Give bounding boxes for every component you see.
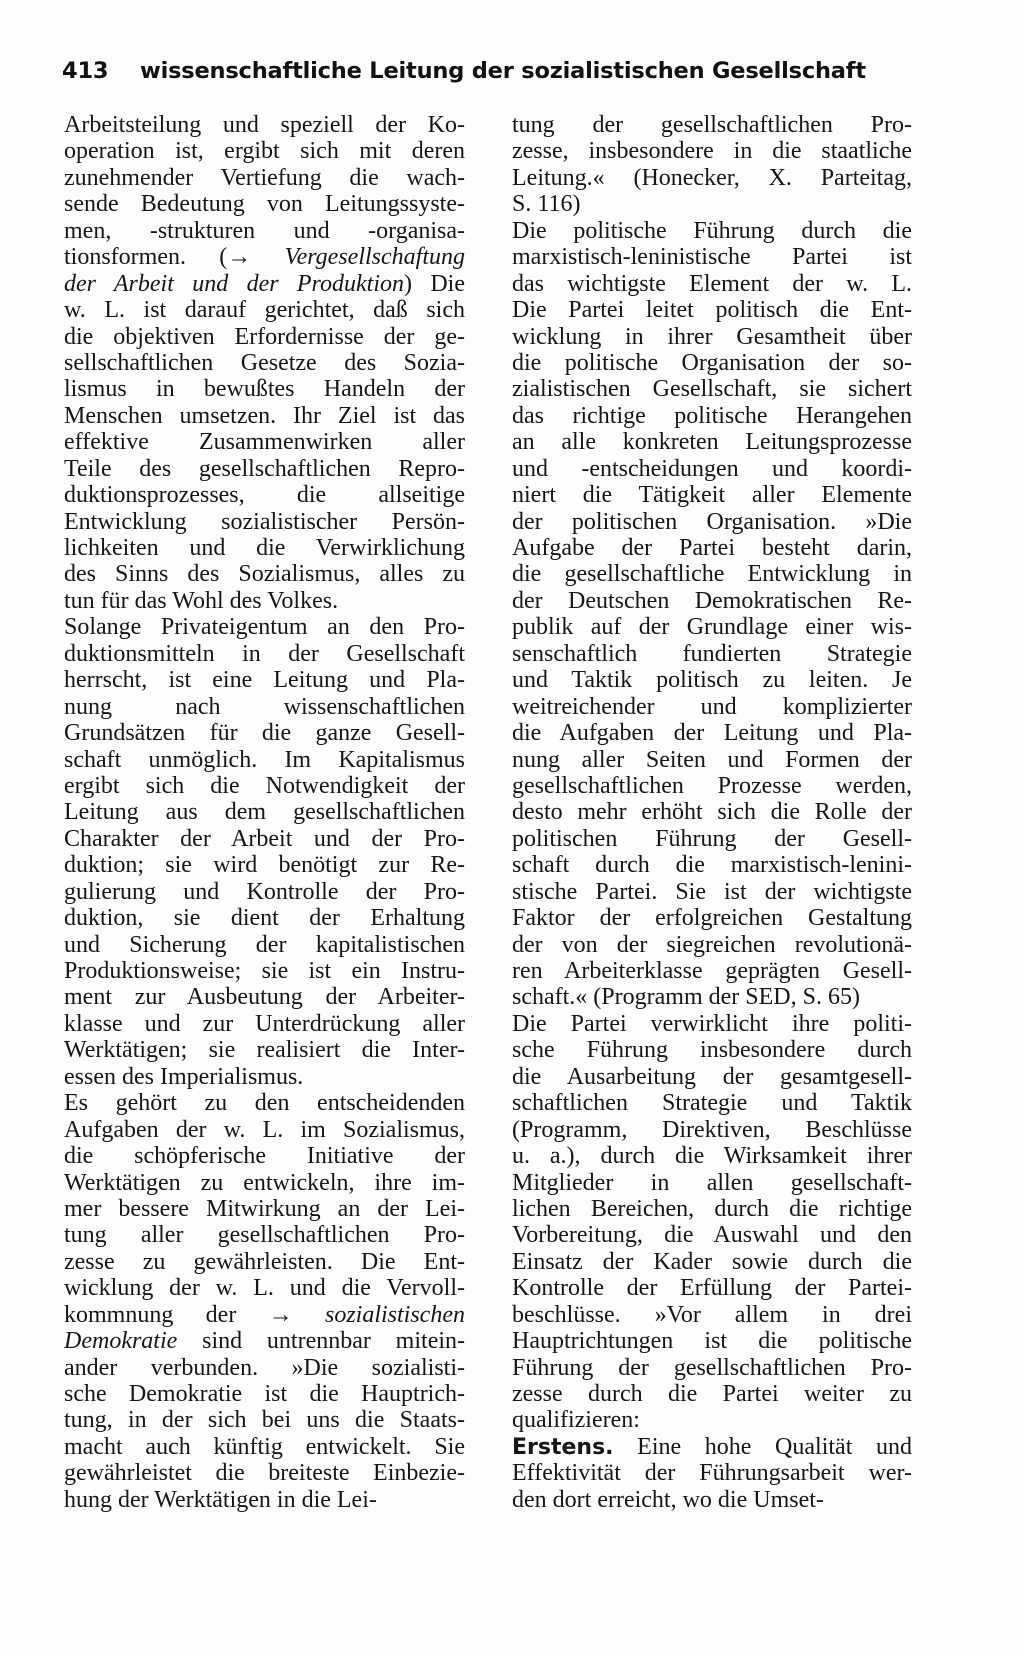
left-text-line: Grundsätzen für die ganze Gesell- [64, 720, 465, 747]
left-text-line: tionsformen. (→ Vergesellschaftung [64, 244, 465, 271]
left-text-line: Arbeitsteilung und speziell der Ko- [64, 112, 465, 138]
left-text-line: Es gehört zu den entscheidenden [64, 1090, 465, 1117]
right-text-line: stische Partei. Sie ist der wichtigste [512, 878, 912, 905]
left-text-line: effektive Zusammenwirken aller [64, 429, 465, 456]
left-text-line: men, -strukturen und -organisa- [64, 217, 465, 244]
left-text-line: Demokratie sind untrennbar mitein- [64, 1328, 465, 1355]
right-text-line: Leitung.« (Honecker, X. Parteitag, [512, 164, 912, 191]
left-text-line: w. L. ist darauf gerichtet, daß sich [64, 297, 465, 324]
left-text-line: lichkeiten und die Verwirklichung [64, 535, 465, 561]
right-text-line: u. a.), durch die Wirksamkeit ihrer [512, 1143, 912, 1170]
right-text-line: ren Arbeiterklasse geprägten Gesell- [512, 958, 912, 984]
right-text-line: zesse, insbesondere in die staatliche [512, 138, 912, 165]
right-text-line: Vorbereitung, die Auswahl und den [512, 1222, 912, 1249]
right-text-line: qualifizieren: [512, 1407, 640, 1434]
right-text-line: tung der gesellschaftlichen Pro- [512, 112, 912, 138]
right-text-line: publik auf der Grundlage einer wis- [512, 614, 912, 641]
left-text-line: Teile des gesellschaftlichen Repro- [64, 455, 465, 482]
right-text-line: lichen Bereichen, durch die richtige [512, 1195, 912, 1222]
left-text-line: herrscht, ist eine Leitung und Pla- [64, 667, 465, 694]
right-text-line: Kontrolle der Erfüllung der Partei- [512, 1275, 912, 1302]
page-number: 413 [62, 58, 109, 84]
left-text-line: operation ist, ergibt sich mit deren [64, 138, 465, 165]
right-text-line: gesellschaftlichen Prozesse werden, [512, 772, 912, 799]
left-text-line: wicklung der w. L. und die Vervoll- [64, 1275, 465, 1302]
italic-cross-reference: der Arbeit und der Produktion [64, 270, 404, 297]
right-text-line: die Aufgaben der Leitung und Pla- [512, 720, 912, 747]
right-text-line: wicklung in ihrer Gesamtheit über [512, 323, 912, 350]
left-text-line: kommnung der → sozialistischen [64, 1301, 465, 1328]
right-text-line: schaftlichen Strategie und Taktik [512, 1090, 912, 1117]
left-text-line: macht auch künftig entwickelt. Sie [64, 1433, 465, 1460]
right-text-line: und -entscheidungen und koordi- [512, 455, 912, 482]
right-text-line: Faktor der erfolgreichen Gestaltung [512, 905, 912, 932]
right-text-line: das richtige politische Herangehen [512, 402, 912, 429]
left-text-line: der Arbeit und der Produktion) Die [64, 270, 465, 297]
left-text-line: Produktionsweise; sie ist ein Instru- [64, 958, 465, 984]
right-text-line: Aufgabe der Partei besteht darin, [512, 535, 912, 561]
right-text-line: die Ausarbeitung der gesamtgesell- [512, 1063, 912, 1090]
header-title: wissenschaftliche Leitung der sozialistischen Gesellschaft [140, 58, 866, 84]
right-text-line: S. 116) [512, 191, 581, 218]
right-text-line: schaft.« (Programm der SED, S. 65) [512, 984, 860, 1011]
left-text-line: Entwicklung sozialistischer Persön- [64, 508, 465, 535]
right-text-line: (Programm, Direktiven, Beschlüsse [512, 1116, 912, 1143]
italic-cross-reference: Demokratie [64, 1328, 178, 1355]
right-text-line: der von der siegreichen revolutionä- [512, 931, 912, 958]
right-text-line: Die Partei leitet politisch die Ent- [512, 297, 912, 324]
right-text-line: Die Partei verwirklicht ihre politi- [512, 1010, 912, 1037]
left-text-line: sellschaftlichen Gesetze des Sozia- [64, 349, 465, 376]
italic-cross-reference: Vergesellschaftung [284, 244, 465, 271]
running-header [62, 58, 922, 98]
right-text-line: marxistisch-leninistische Partei ist [512, 244, 912, 271]
right-text-line: desto mehr erhöht sich die Rolle der [512, 799, 912, 826]
left-text-line: die schöpferische Initiative der [64, 1143, 465, 1170]
left-text-line: ander verbunden. »Die sozialisti- [64, 1354, 465, 1381]
left-text-line: duktionsmitteln in der Gesellschaft [64, 640, 465, 667]
left-text-line: hung der Werktätigen in die Lei- [64, 1486, 377, 1513]
right-text-line: Erstens. Eine hohe Qualität und [512, 1433, 912, 1460]
left-text-line: die objektiven Erfordernisse der ge- [64, 323, 465, 350]
right-text-line: an alle konkreten Leitungsprozesse [512, 429, 912, 456]
left-text-line: Werktätigen; sie realisiert die Inter- [64, 1037, 465, 1064]
left-text-line: gewährleistet die breiteste Einbezie- [64, 1460, 465, 1487]
left-text-line: lismus in bewußtes Handeln der [64, 376, 465, 403]
left-text-line: Menschen umsetzen. Ihr Ziel ist das [64, 402, 465, 429]
right-text-line: politischen Führung der Gesell- [512, 825, 912, 852]
right-text-line: weitreichender und komplizierter [512, 693, 912, 720]
right-text-line: der Deutschen Demokratischen Re- [512, 587, 912, 614]
right-text-line: den dort erreicht, wo die Umset- [512, 1486, 824, 1513]
right-text-line: die politische Organisation der so- [512, 349, 912, 376]
left-text-line: Aufgaben der w. L. im Sozialismus, [64, 1116, 465, 1143]
right-text-line: das wichtigste Element der w. L. [512, 270, 912, 297]
left-text-line: tung aller gesellschaftlichen Pro- [64, 1222, 465, 1249]
left-text-line: duktion, sie dient der Erhaltung [64, 905, 465, 932]
right-text-line: zesse durch die Partei weiter zu [512, 1381, 912, 1407]
left-text-line: klasse und zur Unterdrückung aller [64, 1010, 465, 1037]
right-text-line: nung aller Seiten und Formen der [512, 746, 912, 773]
italic-cross-reference: sozialistischen [324, 1301, 465, 1328]
left-text-line: mer bessere Mitwirkung an der Lei- [64, 1195, 465, 1222]
right-text-line: und Taktik politisch zu leiten. Je [512, 667, 912, 694]
right-text-line: Hauptrichtungen ist die politische [512, 1328, 912, 1355]
left-text-line: essen des Imperialismus. [64, 1063, 304, 1090]
left-text-line: Leitung aus dem gesellschaftlichen [64, 799, 465, 826]
right-column [512, 112, 912, 1513]
left-text-line: Solange Privateigentum an den Pro- [64, 614, 465, 641]
right-text-line: senschaftlich fundierten Strategie [512, 640, 912, 667]
left-text-line: des Sinns des Sozialismus, alles zu [64, 561, 465, 588]
left-text-line: ment zur Ausbeutung der Arbeiter- [64, 984, 465, 1011]
left-text-line: sche Demokratie ist die Hauptrich- [64, 1381, 465, 1407]
right-text-line: schaft durch die marxistisch-lenini- [512, 852, 912, 879]
left-text-line: ergibt sich die Notwendigkeit der [64, 772, 465, 799]
left-text-line: duktionsprozesses, die allseitige [64, 482, 465, 509]
left-text-line: Werktätigen zu entwickeln, ihre im- [64, 1169, 465, 1196]
right-text-line: der politischen Organisation. »Die [512, 508, 912, 535]
right-text-line: Führung der gesellschaftlichen Pro- [512, 1354, 912, 1381]
left-text-line: nung nach wissenschaftlichen [64, 693, 465, 720]
right-text-line: Die politische Führung durch die [512, 217, 912, 244]
left-text-line: zesse zu gewährleisten. Die Ent- [64, 1248, 465, 1275]
left-text-line: tung, in der sich bei uns die Staats- [64, 1407, 465, 1434]
left-text-line: Charakter der Arbeit und der Pro- [64, 825, 465, 852]
left-text-line: und Sicherung der kapitalistischen [64, 931, 465, 958]
left-text-line: gulierung und Kontrolle der Pro- [64, 878, 465, 905]
left-text-line: tun für das Wohl des Volkes. [64, 587, 339, 614]
left-text-line: schaft unmöglich. Im Kapitalismus [64, 746, 465, 773]
right-text-line: beschlüsse. »Vor allem in drei [512, 1301, 912, 1328]
right-text-line: zialistischen Gesellschaft, sie sichert [512, 376, 912, 403]
left-text-line: zunehmender Vertiefung die wach- [64, 164, 465, 191]
right-text-line: die gesellschaftliche Entwicklung in [512, 561, 912, 588]
right-text-line: Effektivität der Führungsarbeit wer- [512, 1460, 912, 1487]
bold-lead-word: Erstens. [512, 1434, 614, 1460]
right-text-line: Mitglieder in allen gesellschaft- [512, 1169, 912, 1196]
left-text-line: duktion; sie wird benötigt zur Re- [64, 852, 465, 879]
left-text-line: sende Bedeutung von Leitungssyste- [64, 191, 465, 218]
right-text-line: Einsatz der Kader sowie durch die [512, 1248, 912, 1275]
right-text-line: sche Führung insbesondere durch [512, 1037, 912, 1064]
right-text-line: niert die Tätigkeit aller Elemente [512, 482, 912, 509]
left-column [64, 112, 465, 1513]
